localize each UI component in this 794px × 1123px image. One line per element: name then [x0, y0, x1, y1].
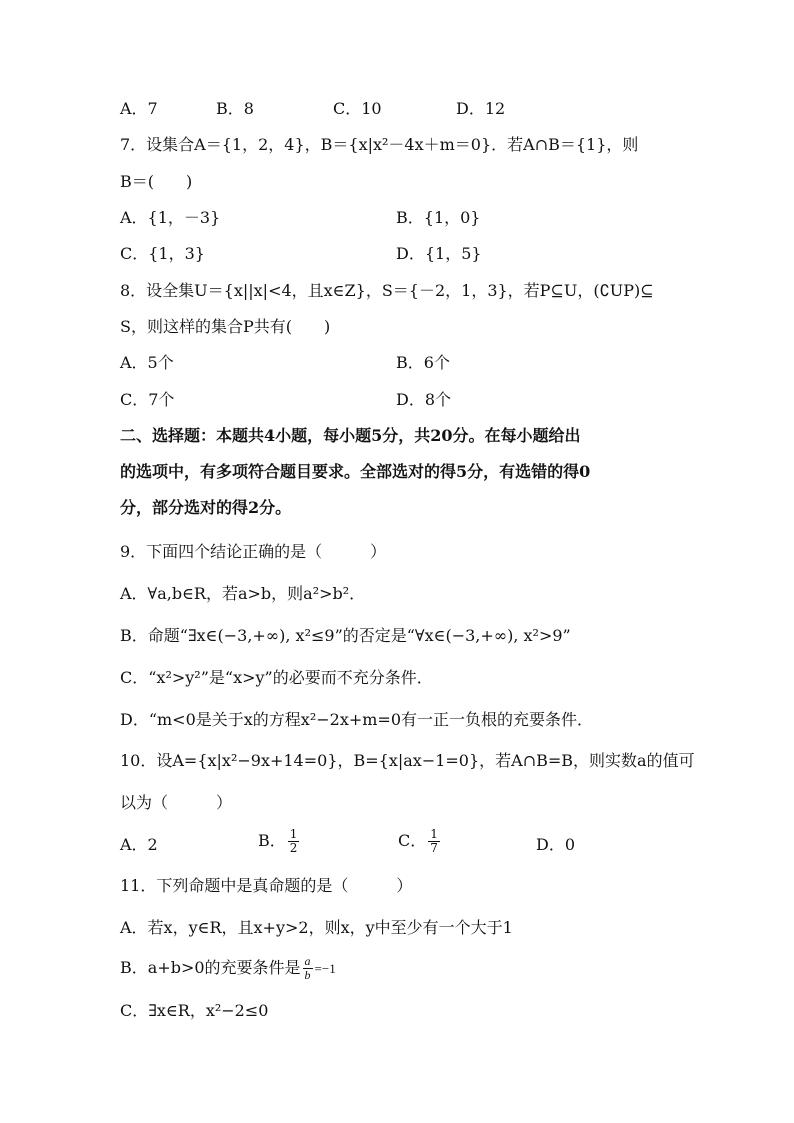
q7-stem-line2: B＝( )	[120, 172, 193, 191]
q10-stem-line1: 10．设A={x|x²−9x+14=0}，B={x|ax−1=0}，若A∩B=B，则实数a的值可	[120, 751, 695, 770]
q11-option-b-post: =−1	[314, 961, 336, 976]
q11-stem: 11．下列命题中是真命题的是（ ）	[120, 876, 413, 895]
q8-option-a: A．5个	[120, 353, 174, 372]
q11-option-c: C．∃x∈R，x²−2≤0	[120, 1001, 269, 1020]
q9-option-b: B．命题“∃x∈(−3,+∞), x²≤9”的否定是“∀x∈(−3,+∞), x²>9”	[120, 626, 571, 645]
q8-stem-line2: S，则这样的集合P共有( )	[120, 317, 331, 336]
section2-line1: 二、选择题：本题共4小题，每小题5分，共20分。在每小题给出	[120, 426, 581, 445]
q7-option-c: C．{1，3}	[120, 244, 205, 263]
q9-option-c: C．“x²>y²”是“x>y”的必要而不充分条件．	[120, 668, 433, 687]
q7-option-d: D．{1，5}	[396, 244, 482, 263]
q10-option-c-denominator: 7	[430, 841, 438, 855]
q6-option-a: A．7	[120, 99, 158, 118]
q10-option-b-denominator: 2	[289, 841, 298, 855]
q11-option-b-pre: B．a+b>0的充要条件是	[120, 958, 301, 977]
q10-option-c-fraction	[428, 828, 440, 855]
q10-option-c-numerator: 1	[430, 827, 438, 841]
q7-option-a: A．{1，－3}	[120, 208, 221, 227]
q8-option-d: D．8个	[396, 390, 452, 409]
q10-option-a: A．2	[120, 835, 158, 854]
q11-option-b-denominator: b	[304, 968, 311, 982]
q9-option-a: A．∀a,b∈R，若a>b，则a²>b²．	[120, 584, 366, 603]
q11-option-b-numerator: a	[304, 954, 311, 968]
q10-option-c	[398, 828, 442, 855]
q10-option-d: D．0	[536, 835, 576, 854]
q7-option-b: B．{1，0}	[396, 208, 481, 227]
q8-option-c: C．7个	[120, 390, 175, 409]
q11-option-a: A．若x，y∈R，且x+y>2，则x，y中至少有一个大于1	[120, 918, 513, 937]
q11-option-b	[120, 955, 336, 982]
q10-option-b-label: B．	[258, 831, 286, 850]
section2-line3: 分，部分选对的得2分。	[120, 498, 292, 517]
q9-stem: 9．下面四个结论正确的是（ ）	[120, 542, 387, 561]
q11-option-b-fraction	[303, 955, 313, 982]
section2-line2: 的选项中，有多项符合题目要求。全部选对的得5分，有选错的得0	[120, 462, 591, 481]
q7-stem-line1: 7．设集合A＝{1，2，4}，B＝{x|x²－4x＋m＝0}．若A∩B＝{1}，则	[120, 135, 639, 154]
q6-option-c: C．10	[333, 99, 382, 118]
q10-option-b-numerator: 1	[289, 827, 298, 841]
q8-stem-line1: 8．设全集U＝{x||x|<4，且x∈Z}，S＝{－2，1，3}，若P⊆U，(∁UP)⊆	[120, 281, 654, 300]
q10-option-c-label: C．	[398, 831, 427, 850]
q10-option-b	[258, 828, 301, 855]
q10-stem-line2: 以为（ ）	[120, 793, 233, 812]
q6-option-d: D．12	[456, 99, 506, 118]
q8-option-b: B．6个	[396, 353, 450, 372]
q6-option-b: B．8	[216, 99, 254, 118]
q10-option-b-fraction	[288, 828, 300, 855]
q9-option-d: D．“m<0是关于x的方程x²−2x+m=0有一正一负根的充要条件．	[120, 710, 594, 729]
